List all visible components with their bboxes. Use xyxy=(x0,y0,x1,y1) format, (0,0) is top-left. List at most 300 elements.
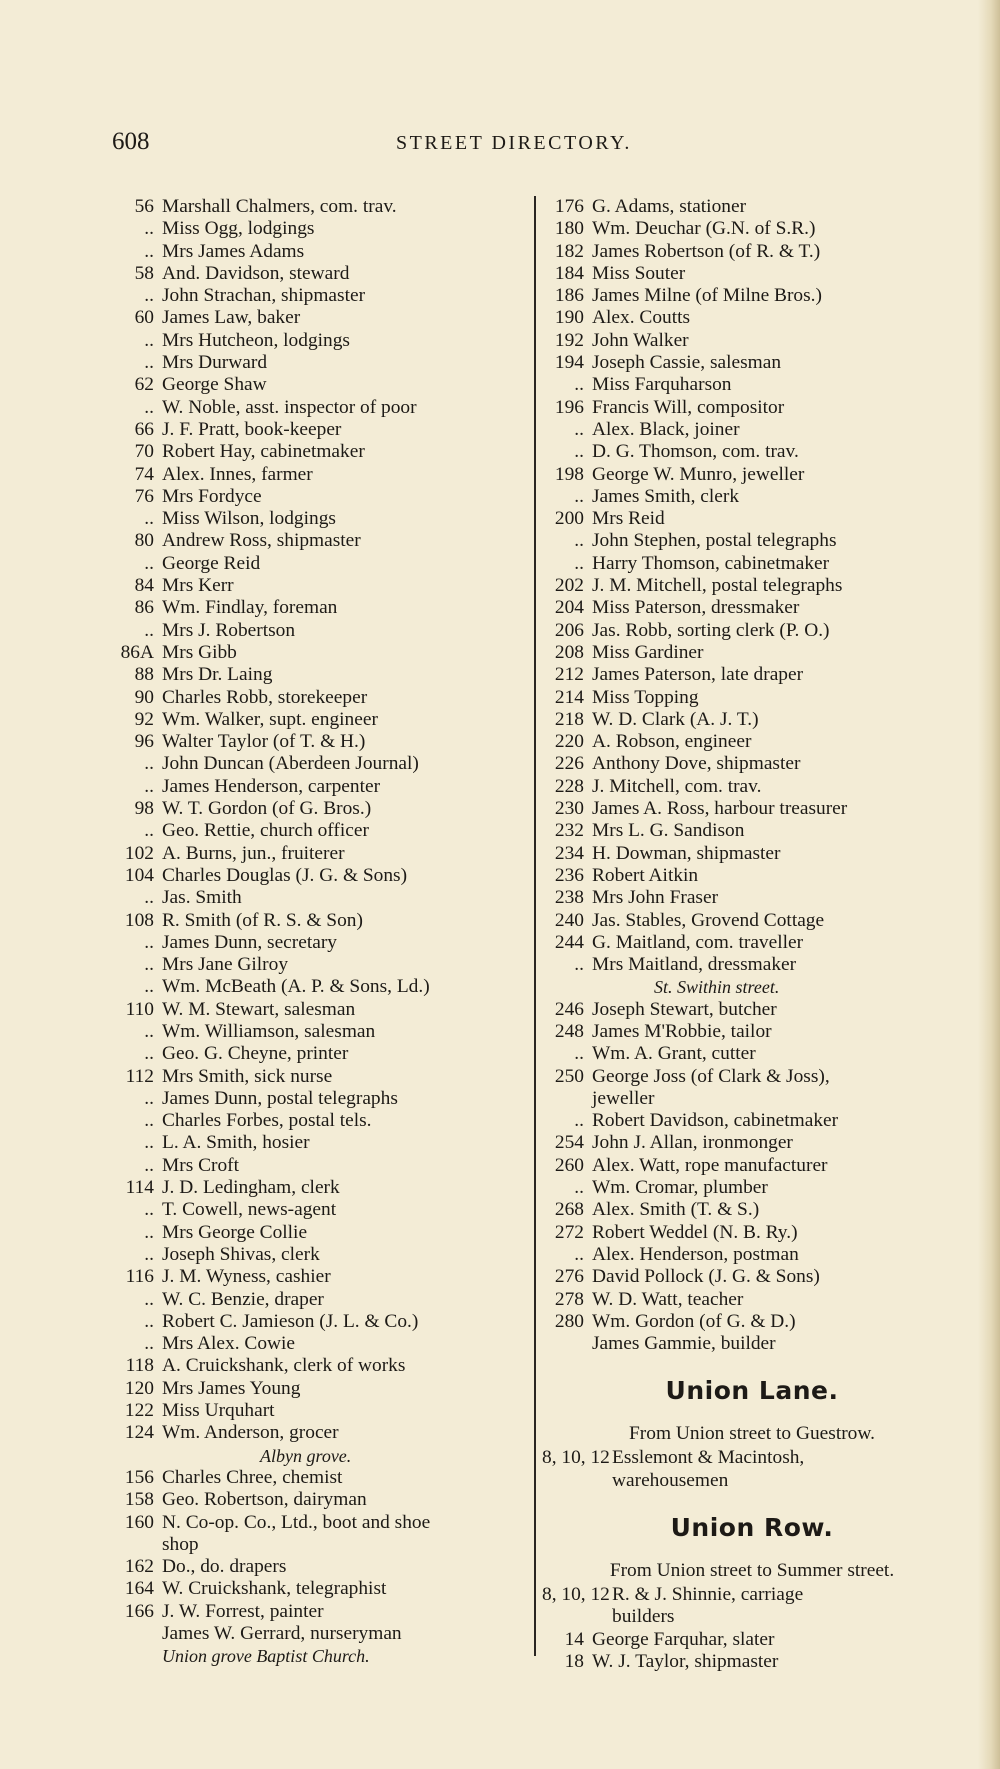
entry-text: Mrs George Collie xyxy=(162,1221,308,1243)
directory-entry xyxy=(112,731,530,753)
entry-text: Francis Will, compositor xyxy=(592,396,785,418)
directory-entry xyxy=(112,1355,530,1377)
directory-entry xyxy=(542,352,962,374)
entry-text: Mrs L. G. Sandison xyxy=(592,820,745,842)
directory-entry xyxy=(542,642,962,664)
directory-entry xyxy=(112,1467,530,1489)
entry-number: .. xyxy=(144,1132,154,1154)
entry-text: jeweller xyxy=(592,1087,655,1109)
entry-text: Geo. Rettie, church officer xyxy=(162,820,369,842)
directory-entry xyxy=(542,1222,962,1244)
directory-entry xyxy=(112,464,530,486)
directory-entry xyxy=(112,1088,530,1110)
entry-number: 8, 10, 12 xyxy=(542,1584,610,1606)
directory-entry xyxy=(112,530,530,552)
entry-text: James Robertson (of R. & T.) xyxy=(592,240,821,262)
entry-number: 206 xyxy=(554,619,584,641)
directory-entry xyxy=(542,843,962,865)
entry-text: D. G. Thomson, com. trav. xyxy=(592,441,799,463)
entry-text: Mrs Kerr xyxy=(162,575,234,597)
directory-entry xyxy=(112,241,530,263)
entry-number: 88 xyxy=(134,664,154,686)
entry-number: .. xyxy=(574,530,584,552)
entry-number: 14 xyxy=(564,1628,584,1650)
union-row-from: From Union street to Summer street. xyxy=(609,1560,895,1582)
entry-number: 214 xyxy=(554,686,584,708)
entry-text: Mrs J. Robertson xyxy=(162,619,296,641)
entry-number: .. xyxy=(144,285,154,307)
entry-number: .. xyxy=(574,441,584,463)
entry-text: George W. Munro, jeweller xyxy=(592,463,805,485)
entry-text: Miss Souter xyxy=(592,262,686,284)
entry-text: N. Co-op. Co., Ltd., boot and shoe xyxy=(162,1511,431,1533)
entry-text: Miss Gardiner xyxy=(592,641,704,663)
entry-text: James Law, baker xyxy=(162,307,301,329)
entry-text: Mrs Maitland, dressmaker xyxy=(592,954,797,976)
entry-number: 76 xyxy=(134,485,154,507)
entry-text: James Dunn, postal telegraphs xyxy=(162,1087,398,1109)
entry-number: 8, 10, 12 xyxy=(542,1447,610,1469)
entry-text: R. & J. Shinnie, carriage xyxy=(612,1584,804,1606)
directory-entry xyxy=(542,798,962,820)
entry-number: .. xyxy=(144,1110,154,1132)
directory-entry xyxy=(112,887,530,909)
directory-entry xyxy=(112,486,530,508)
entry-text: Geo. G. Cheyne, printer xyxy=(162,1043,349,1065)
directory-entry xyxy=(542,1177,962,1199)
directory-entry xyxy=(542,1266,962,1288)
entry-text: J. M. Wyness, cashier xyxy=(162,1266,331,1288)
entry-number: 280 xyxy=(554,1310,584,1332)
directory-entry xyxy=(112,196,530,218)
directory-entry xyxy=(112,709,530,731)
entry-text: Mrs Alex. Cowie xyxy=(162,1333,296,1355)
entry-text: James Gammie, builder xyxy=(592,1333,776,1355)
directory-entry xyxy=(112,753,530,775)
directory-entry xyxy=(542,620,962,642)
entry-number: 18 xyxy=(564,1650,584,1672)
entry-text: Alex. Coutts xyxy=(592,307,691,329)
entry-number: 166 xyxy=(124,1600,154,1622)
directory-entry xyxy=(542,1132,962,1154)
page-number: 608 xyxy=(112,128,150,155)
entry-text: Mrs Dr. Laing xyxy=(162,664,273,686)
entry-number: .. xyxy=(144,1043,154,1065)
directory-entry xyxy=(112,330,530,352)
section-heading-union-row: Union Row. xyxy=(670,1513,834,1543)
entry-number: 184 xyxy=(554,262,584,284)
entry-text: James Dunn, secretary xyxy=(162,931,337,953)
directory-entry xyxy=(542,753,962,775)
entry-number: 120 xyxy=(124,1377,154,1399)
directory-entry xyxy=(112,263,530,285)
directory-entry xyxy=(112,776,530,798)
page-header xyxy=(112,128,912,164)
directory-entry xyxy=(542,196,962,218)
union-lane-from: From Union street to Guestrow. xyxy=(629,1423,875,1445)
entry-text: Wm. A. Grant, cutter xyxy=(592,1043,756,1065)
directory-entry xyxy=(112,1132,530,1154)
entry-number: 86 xyxy=(134,597,154,619)
directory-entry xyxy=(112,1489,530,1511)
directory-entry xyxy=(542,910,962,932)
directory-entry xyxy=(542,530,962,552)
entry-number: 232 xyxy=(554,820,584,842)
entry-number: 228 xyxy=(554,775,584,797)
entry-number: 104 xyxy=(124,864,154,886)
entry-number: 156 xyxy=(124,1466,154,1488)
entry-text: James W. Gerrard, nurseryman xyxy=(162,1623,402,1644)
entry-text: John Walker xyxy=(592,329,689,351)
union-row-continuation xyxy=(542,1606,962,1628)
directory-entry xyxy=(542,1110,962,1132)
entry-number: .. xyxy=(144,329,154,351)
directory-entry xyxy=(542,999,962,1021)
entry-text: Joseph Shivas, clerk xyxy=(162,1243,320,1265)
entry-text: Alex. Watt, rope manufacturer xyxy=(592,1154,828,1176)
directory-entry xyxy=(112,1311,530,1333)
entry-text: Marshall Chalmers, com. trav. xyxy=(162,196,397,217)
entry-number: 218 xyxy=(554,708,584,730)
entry-number: .. xyxy=(144,753,154,775)
entry-number: 212 xyxy=(554,664,584,686)
entry-text: Alex. Black, joiner xyxy=(592,418,740,440)
entry-text: Miss Topping xyxy=(592,686,699,708)
entry-text: Walter Taylor (of T. & H.) xyxy=(162,731,366,753)
entry-text: W. J. Taylor, shipmaster xyxy=(592,1650,779,1672)
entry-text: And. Davidson, steward xyxy=(162,262,350,284)
entry-number: .. xyxy=(144,954,154,976)
entry-number: .. xyxy=(144,218,154,240)
directory-entry xyxy=(112,664,530,686)
entry-text: Joseph Stewart, butcher xyxy=(592,998,777,1020)
entry-number: 202 xyxy=(554,575,584,597)
entry-text: Miss Urquhart xyxy=(162,1400,275,1422)
directory-entry xyxy=(542,1651,962,1673)
entry-text: John Duncan (Aberdeen Journal) xyxy=(162,753,419,775)
entry-number: 182 xyxy=(554,240,584,262)
entry-text: Jas. Robb, sorting clerk (P. O.) xyxy=(592,619,830,641)
left-entries-3 xyxy=(112,1556,530,1645)
directory-entry xyxy=(542,1199,962,1221)
entry-text: Mrs Jane Gilroy xyxy=(162,954,289,976)
entry-number: 164 xyxy=(124,1578,154,1600)
directory-entry xyxy=(112,976,530,998)
right-subheading-swithin: St. Swithin street. xyxy=(654,977,780,998)
entry-text: James Paterson, late draper xyxy=(592,664,804,686)
directory-entry xyxy=(542,687,962,709)
directory-entry xyxy=(542,887,962,909)
entry-text: W. Noble, asst. inspector of poor xyxy=(162,396,417,418)
entry-text: Mrs Reid xyxy=(592,508,665,530)
entry-text: warehousemen xyxy=(612,1469,729,1491)
entry-number: .. xyxy=(144,240,154,262)
entry-number: 260 xyxy=(554,1154,584,1176)
entry-text: Robert Davidson, cabinetmaker xyxy=(592,1110,839,1132)
directory-entry xyxy=(542,731,962,753)
entry-number: 180 xyxy=(554,218,584,240)
directory-entry xyxy=(112,1043,530,1065)
entry-number: 246 xyxy=(554,998,584,1020)
directory-entry xyxy=(112,1244,530,1266)
entry-number: 108 xyxy=(124,909,154,931)
entry-text: James Smith, clerk xyxy=(592,485,740,507)
directory-entry xyxy=(542,307,962,329)
directory-entry xyxy=(112,1512,530,1534)
entry-number: 238 xyxy=(554,887,584,909)
entry-number: 80 xyxy=(134,530,154,552)
entry-text: Mrs Fordyce xyxy=(162,485,262,507)
entry-text: Alex. Smith (T. & S.) xyxy=(592,1199,760,1221)
entry-number: 162 xyxy=(124,1556,154,1578)
page-edge xyxy=(978,0,1000,1769)
entry-number: 198 xyxy=(554,463,584,485)
entry-text: W. C. Benzie, draper xyxy=(162,1288,324,1310)
entry-text: Robert Weddel (N. B. Ry.) xyxy=(592,1221,798,1243)
entry-number: 98 xyxy=(134,798,154,820)
directory-entry xyxy=(112,307,530,329)
entry-number: .. xyxy=(144,1221,154,1243)
entry-number: 92 xyxy=(134,708,154,730)
right-entries-3 xyxy=(542,1110,962,1355)
entry-number: 220 xyxy=(554,731,584,753)
entry-number: 160 xyxy=(124,1511,154,1533)
entry-text: David Pollock (J. G. & Sons) xyxy=(592,1266,820,1288)
entry-text: Robert C. Jamieson (J. L. & Co.) xyxy=(162,1310,419,1332)
right-entries-2 xyxy=(542,999,962,1088)
directory-entry xyxy=(112,1601,530,1623)
entry-number xyxy=(112,1623,162,1645)
entry-number: .. xyxy=(574,1110,584,1132)
directory-entry xyxy=(112,1289,530,1311)
entry-number: 236 xyxy=(554,864,584,886)
entry-number: 62 xyxy=(134,374,154,396)
right-entries xyxy=(542,196,962,976)
directory-entry xyxy=(542,397,962,419)
entry-number: 66 xyxy=(134,418,154,440)
directory-entry xyxy=(112,553,530,575)
entry-number: 194 xyxy=(554,352,584,374)
directory-entry xyxy=(542,1244,962,1266)
directory-entry xyxy=(542,464,962,486)
entry-text: A. Burns, jun., fruiterer xyxy=(162,842,345,864)
entry-number: 60 xyxy=(134,307,154,329)
directory-entry xyxy=(542,508,962,530)
entry-number: 112 xyxy=(125,1065,154,1087)
right-column xyxy=(542,196,962,1673)
directory-entry xyxy=(112,597,530,619)
entry-text: George Farquhar, slater xyxy=(592,1628,775,1650)
entry-number: 254 xyxy=(554,1132,584,1154)
entry-number: 208 xyxy=(554,641,584,663)
right-continuation xyxy=(542,1088,962,1110)
entry-number: .. xyxy=(144,508,154,530)
entry-text: James A. Ross, harbour treasurer xyxy=(592,798,848,820)
entry-number: .. xyxy=(144,775,154,797)
entry-text: W. T. Gordon (of G. Bros.) xyxy=(162,798,372,820)
entry-text: Mrs John Fraser xyxy=(592,887,719,909)
entry-text: J. D. Ledingham, clerk xyxy=(162,1177,340,1199)
directory-entry xyxy=(542,1629,962,1651)
left-subheading-albyn: Albyn grove. xyxy=(260,1445,352,1466)
directory-entry xyxy=(112,1222,530,1244)
directory-entry xyxy=(112,374,530,396)
directory-entry xyxy=(112,798,530,820)
entry-text: John Strachan, shipmaster xyxy=(162,285,366,307)
entry-text: Wm. Gordon (of G. & D.) xyxy=(592,1310,796,1332)
entry-text: John Stephen, postal telegraphs xyxy=(592,530,837,552)
entry-text: A. Cruickshank, clerk of works xyxy=(162,1355,406,1377)
directory-entry xyxy=(542,486,962,508)
entry-number: 114 xyxy=(125,1177,154,1199)
entry-number: 226 xyxy=(554,753,584,775)
directory-entry xyxy=(542,263,962,285)
entry-text: J. W. Forrest, painter xyxy=(162,1600,324,1622)
column-rule xyxy=(534,196,536,1656)
directory-entry xyxy=(542,776,962,798)
entry-text: Charles Robb, storekeeper xyxy=(162,686,368,708)
entry-text: Miss Farquharson xyxy=(592,374,732,396)
entry-number: .. xyxy=(144,976,154,998)
entry-text: Andrew Ross, shipmaster xyxy=(162,530,361,552)
entry-text: Jas. Smith xyxy=(162,887,242,909)
entry-text: J. Mitchell, com. trav. xyxy=(592,775,762,797)
directory-entry xyxy=(112,397,530,419)
directory-entry xyxy=(112,1021,530,1043)
entry-number: .. xyxy=(144,1288,154,1310)
entry-text: Mrs Smith, sick nurse xyxy=(162,1065,333,1087)
entry-number: .. xyxy=(144,396,154,418)
entry-text: Do., do. drapers xyxy=(162,1556,287,1578)
directory-entry xyxy=(112,999,530,1021)
directory-entry xyxy=(542,664,962,686)
directory-entry xyxy=(112,441,530,463)
directory-entry xyxy=(112,954,530,976)
directory-entry xyxy=(542,218,962,240)
entry-text: Charles Forbes, postal tels. xyxy=(162,1110,372,1132)
entry-number: .. xyxy=(144,1087,154,1109)
directory-entry xyxy=(542,954,962,976)
union-row-entries xyxy=(542,1629,962,1674)
entry-text: G. Adams, stationer xyxy=(592,196,747,217)
left-subheading-baptist: Union grove Baptist Church. xyxy=(162,1646,370,1667)
directory-entry xyxy=(112,1400,530,1422)
entry-text: W. D. Clark (A. J. T.) xyxy=(592,708,759,730)
entry-number: .. xyxy=(574,418,584,440)
entry-number: 176 xyxy=(554,196,584,217)
entry-number: 196 xyxy=(554,396,584,418)
entry-number: 90 xyxy=(134,686,154,708)
entry-text: J. M. Mitchell, postal telegraphs xyxy=(592,575,843,597)
entry-number: 272 xyxy=(554,1221,584,1243)
entry-text: George Reid xyxy=(162,552,261,574)
entry-text: Geo. Robertson, dairyman xyxy=(162,1489,367,1511)
directory-entry xyxy=(542,1021,962,1043)
entry-number: .. xyxy=(574,485,584,507)
directory-entry xyxy=(542,1289,962,1311)
directory-entry xyxy=(112,865,530,887)
entry-number: .. xyxy=(574,374,584,396)
entry-number: 122 xyxy=(124,1400,154,1422)
entry-text: Robert Hay, cabinetmaker xyxy=(162,441,365,463)
entry-text: Harry Thomson, cabinetmaker xyxy=(592,552,830,574)
directory-entry xyxy=(112,1066,530,1088)
entry-number: .. xyxy=(144,1154,154,1176)
entry-number: 118 xyxy=(125,1355,154,1377)
entry-text: Mrs James Young xyxy=(162,1377,301,1399)
directory-entry xyxy=(112,932,530,954)
entry-number: 200 xyxy=(554,508,584,530)
entry-number: 190 xyxy=(554,307,584,329)
directory-entry xyxy=(112,218,530,240)
entry-text: Mrs Croft xyxy=(162,1154,240,1176)
entry-number: 124 xyxy=(124,1422,154,1444)
entry-number: 276 xyxy=(554,1266,584,1288)
entry-number: 204 xyxy=(554,597,584,619)
entry-number: 250 xyxy=(554,1065,584,1087)
entry-number: 86A xyxy=(120,641,154,663)
entry-text: Mrs Hutcheon, lodgings xyxy=(162,329,350,351)
entry-number: .. xyxy=(144,931,154,953)
entry-number: 102 xyxy=(124,842,154,864)
entry-number: .. xyxy=(144,1333,154,1355)
directory-entry xyxy=(542,865,962,887)
directory-entry xyxy=(112,1422,530,1444)
directory-entry xyxy=(112,419,530,441)
entry-text: Mrs Durward xyxy=(162,352,268,374)
entry-number: .. xyxy=(144,1199,154,1221)
union-row-entry xyxy=(542,1584,962,1606)
entry-number: 158 xyxy=(124,1489,154,1511)
directory-entry xyxy=(112,1110,530,1132)
entry-text: Wm. Findlay, foreman xyxy=(162,597,338,619)
entry-text: Robert Aitkin xyxy=(592,864,699,886)
section-heading-union-lane: Union Lane. xyxy=(665,1376,839,1406)
entry-text: G. Maitland, com. traveller xyxy=(592,931,804,953)
directory-entry xyxy=(112,1266,530,1288)
directory-entry xyxy=(112,843,530,865)
entry-text: W. M. Stewart, salesman xyxy=(162,998,356,1020)
entry-number: 278 xyxy=(554,1288,584,1310)
entry-number: 248 xyxy=(554,1020,584,1042)
directory-entry xyxy=(542,597,962,619)
entry-number xyxy=(542,1333,592,1355)
entry-number: 244 xyxy=(554,931,584,953)
entry-text: George Shaw xyxy=(162,374,267,396)
directory-entry xyxy=(542,820,962,842)
directory-entry xyxy=(542,441,962,463)
entry-number: .. xyxy=(574,1243,584,1265)
entry-text: Charles Douglas (J. G. & Sons) xyxy=(162,864,408,886)
entry-text: Mrs James Adams xyxy=(162,240,305,262)
entry-text: A. Robson, engineer xyxy=(592,731,752,753)
directory-entry xyxy=(542,1043,962,1065)
entry-text: Wm. Walker, supt. engineer xyxy=(162,708,378,730)
entry-text: George Joss (of Clark & Joss), xyxy=(592,1065,830,1087)
entry-text: Alex. Innes, farmer xyxy=(162,463,313,485)
entry-text: Alex. Henderson, postman xyxy=(592,1243,799,1265)
union-lane-entry xyxy=(542,1447,962,1469)
entry-text: J. F. Pratt, book-keeper xyxy=(162,418,342,440)
directory-entry xyxy=(542,709,962,731)
left-column xyxy=(112,196,530,1668)
entry-number: .. xyxy=(144,1243,154,1265)
directory-entry xyxy=(542,1333,962,1355)
directory-entry xyxy=(112,508,530,530)
entry-number: 240 xyxy=(554,909,584,931)
directory-entry xyxy=(112,575,530,597)
directory-entry xyxy=(542,1311,962,1333)
